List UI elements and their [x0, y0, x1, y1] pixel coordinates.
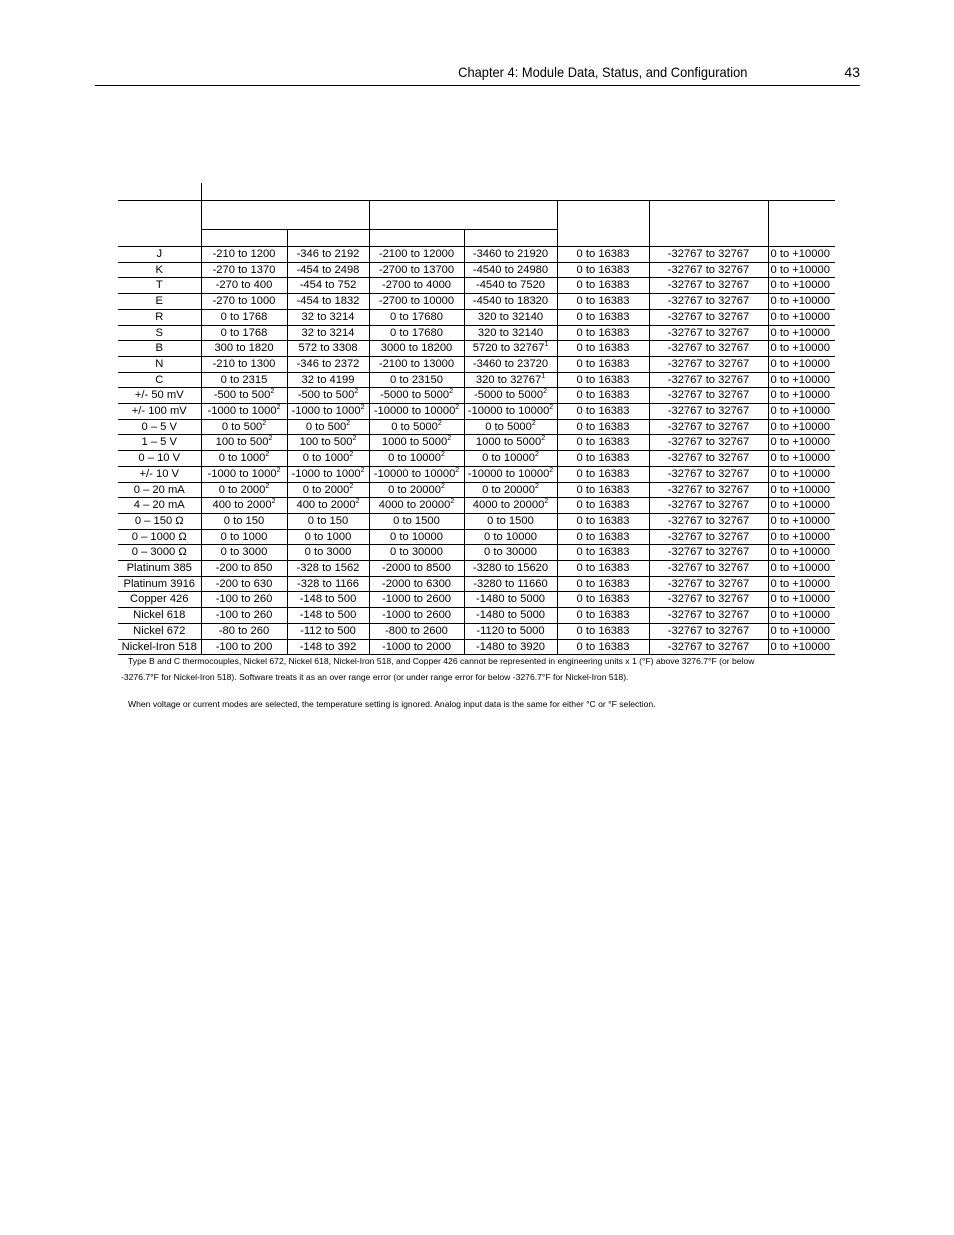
footnote-marker: 2	[265, 482, 270, 490]
footnote-marker: 2	[268, 435, 273, 443]
range-cell: 300 to 1820	[201, 341, 287, 357]
range-cell: 0 to 1768	[201, 325, 287, 341]
range-cell: -346 to 2192	[287, 247, 369, 263]
range-cell: -32767 to 32767	[649, 576, 768, 592]
range-cell: 0 to 16383	[557, 498, 649, 514]
range-cell: -200 to 850	[201, 561, 287, 577]
table-row	[118, 623, 835, 639]
footnote-marker: 1	[541, 372, 546, 380]
range-cell: 0 to 16383	[557, 435, 649, 451]
range-cell: 4000 to 20000$^2$	[369, 498, 464, 514]
range-cell: 0 to 10000$^2$	[369, 451, 464, 467]
range-cell: -454 to 2498	[287, 262, 369, 278]
range-cell: 0 to 16383	[557, 639, 649, 655]
range-cell: -5000 to 5000$^2$	[464, 388, 557, 404]
input-type-cell: 0 – 10 V	[118, 451, 201, 467]
range-cell: -500 to $500^2$	[201, 388, 287, 404]
header-divider	[464, 229, 465, 246]
range-cell: 0 to +10000	[768, 451, 835, 467]
footnote-marker: 2	[440, 451, 445, 459]
header-divider	[557, 200, 558, 246]
footnote-marker: 2	[437, 419, 442, 427]
table-row	[118, 513, 835, 529]
table-row	[118, 466, 835, 482]
range-cell: 0 to 1000$^2$	[201, 451, 287, 467]
input-type-cell: N	[118, 356, 201, 372]
range-cell: -32767 to 32767	[649, 592, 768, 608]
range-cell: -2100 to 13000	[369, 356, 464, 372]
footnote-marker: 2	[360, 404, 365, 412]
range-cell: -32767 to 32767	[649, 639, 768, 655]
input-type-cell: 0 – 5 V	[118, 419, 201, 435]
range-cell: -1480 to 5000	[464, 608, 557, 624]
range-cell: 0 to +10000	[768, 388, 835, 404]
range-cell: 320 to 32140	[464, 309, 557, 325]
footnote-marker: 2	[355, 498, 360, 506]
range-cell: 0 to $500^2$	[287, 419, 369, 435]
range-cell: -32767 to 32767	[649, 435, 768, 451]
range-cell: -10000 to 10000$^2$	[369, 404, 464, 420]
input-type-cell: J	[118, 247, 201, 263]
input-type-cell: +/- 100 mV	[118, 404, 201, 420]
range-cell: -1000 to 1000$^2$	[287, 466, 369, 482]
page-header	[95, 63, 860, 86]
range-cell: 0 to 10000$^2$	[464, 451, 557, 467]
input-type-cell: Nickel 618	[118, 608, 201, 624]
range-cell: -1000 to 1000$^2$	[201, 404, 287, 420]
range-cell: -10000 to 10000$^2$	[464, 466, 557, 482]
range-cell: 0 to 17680	[369, 325, 464, 341]
header-divider	[768, 200, 769, 246]
input-type-cell: B	[118, 341, 201, 357]
range-cell: 0 to +10000	[768, 498, 835, 514]
range-cell: 32 to 3214	[287, 325, 369, 341]
range-cell: 0 to +10000	[768, 435, 835, 451]
range-cell: 0 to 2000$^2$	[287, 482, 369, 498]
range-cell: 0 to 5000$^2$	[464, 419, 557, 435]
range-cell: 0 to 16383	[557, 561, 649, 577]
range-cell: 0 to +10000	[768, 294, 835, 310]
range-cell: -2000 to 8500	[369, 561, 464, 577]
input-type-cell: 0 – 150 Ω	[118, 513, 201, 529]
table-row	[118, 639, 835, 655]
footnote-marker: 2	[346, 419, 351, 427]
input-type-cell: T	[118, 278, 201, 294]
range-cell: 0 to 16383	[557, 309, 649, 325]
range-cell: -32767 to 32767	[649, 623, 768, 639]
input-type-cell: 0 – 20 mA	[118, 482, 201, 498]
range-cell: 0 to +10000	[768, 404, 835, 420]
range-cell: 0 to 1500	[369, 513, 464, 529]
range-cell: 0 to 10000	[369, 529, 464, 545]
range-cell: -3460 to 21920	[464, 247, 557, 263]
range-cell: -454 to 1832	[287, 294, 369, 310]
footnote-marker: 2	[349, 451, 354, 459]
range-cell: 0 to +10000	[768, 529, 835, 545]
footnote-marker: 2	[265, 451, 270, 459]
footnote-marker: 2	[543, 388, 547, 396]
range-cell: 572 to 3308	[287, 341, 369, 357]
footnote-marker: 2	[455, 404, 460, 412]
range-cell: -32767 to 32767	[649, 262, 768, 278]
range-cell: 100 to $500^2$	[201, 435, 287, 451]
range-cell: 0 to 2315	[201, 372, 287, 388]
footnote-marker: 2	[534, 451, 539, 459]
header-rule	[118, 200, 835, 201]
input-range-table	[118, 183, 835, 655]
range-cell: -32767 to 32767	[649, 561, 768, 577]
footnote-marker: 2	[440, 482, 445, 490]
range-cell: -32767 to 32767	[649, 388, 768, 404]
range-cell: 0 to 150	[201, 513, 287, 529]
range-cell: 0 to 16383	[557, 592, 649, 608]
range-cell: 0 to 16383	[557, 356, 649, 372]
range-cell: -328 to 1562	[287, 561, 369, 577]
range-cell: -32767 to 32767	[649, 372, 768, 388]
input-type-cell: Copper 426	[118, 592, 201, 608]
header-divider	[201, 183, 202, 246]
footnote-marker: 2	[534, 482, 539, 490]
range-cell: 0 to 17680	[369, 309, 464, 325]
range-cell: -32767 to 32767	[649, 482, 768, 498]
range-cell: -32767 to 32767	[649, 545, 768, 561]
range-cell: -210 to 1300	[201, 356, 287, 372]
input-type-cell: 0 – 1000 Ω	[118, 529, 201, 545]
range-cell: -32767 to 32767	[649, 309, 768, 325]
range-cell: 0 to 1000	[201, 529, 287, 545]
range-cell: 32 to 4199	[287, 372, 369, 388]
footnote-marker: 2	[455, 466, 460, 474]
table-body	[118, 247, 835, 655]
range-cell: 0 to 16383	[557, 482, 649, 498]
range-cell: 0 to 1000$^2$	[287, 451, 369, 467]
table-row	[118, 341, 835, 357]
range-cell: 0 to 16383	[557, 529, 649, 545]
table-row	[118, 325, 835, 341]
range-cell: -112 to 500	[287, 623, 369, 639]
range-cell: 32 to 3214	[287, 309, 369, 325]
range-cell: 0 to +10000	[768, 356, 835, 372]
range-cell: 0 to +10000	[768, 561, 835, 577]
header-divider	[369, 200, 370, 246]
range-cell: -2700 to 4000	[369, 278, 464, 294]
range-cell: 0 to 16383	[557, 451, 649, 467]
table-row	[118, 435, 835, 451]
range-cell: 0 to 1500	[464, 513, 557, 529]
table-row	[118, 309, 835, 325]
range-cell: -148 to 500	[287, 592, 369, 608]
range-cell: 0 to 16383	[557, 278, 649, 294]
table-row	[118, 451, 835, 467]
range-cell: 0 to 16383	[557, 372, 649, 388]
range-cell: 1000 to 5000$^2$	[369, 435, 464, 451]
footnote-marker: 2	[360, 466, 365, 474]
range-cell: 0 to 20000$^2$	[369, 482, 464, 498]
range-cell: 4000 to 20000$^2$	[464, 498, 557, 514]
table-row	[118, 388, 835, 404]
page-number: 43	[844, 64, 860, 80]
range-cell: 0 to +10000	[768, 639, 835, 655]
range-cell: 0 to $500^2$	[201, 419, 287, 435]
range-cell: -1000 to 2000	[369, 639, 464, 655]
range-cell: 0 to 16383	[557, 466, 649, 482]
range-cell: -148 to 500	[287, 608, 369, 624]
table-row	[118, 529, 835, 545]
table-row	[118, 247, 835, 263]
range-cell: -2000 to 6300	[369, 576, 464, 592]
range-cell: 0 to 16383	[557, 404, 649, 420]
range-cell: -1000 to 1000$^2$	[287, 404, 369, 420]
footnote-marker: 2	[276, 404, 281, 412]
footnote-marker: 2	[354, 388, 359, 396]
range-cell: 1000 to 5000$^2$	[464, 435, 557, 451]
header-divider	[649, 200, 650, 246]
input-type-cell: Platinum 385	[118, 561, 201, 577]
range-cell: -800 to 2600	[369, 623, 464, 639]
range-cell: 0 to +10000	[768, 482, 835, 498]
range-cell: 0 to +10000	[768, 419, 835, 435]
footnote-marker: 2	[276, 466, 281, 474]
range-cell: -5000 to 5000$^2$	[369, 388, 464, 404]
range-cell: -32767 to 32767	[649, 404, 768, 420]
range-cell: 100 to $500^2$	[287, 435, 369, 451]
footnote-marker: 2	[349, 482, 354, 490]
range-cell: 0 to +10000	[768, 341, 835, 357]
range-cell: 0 to 1000	[287, 529, 369, 545]
footnote-marker: 2	[447, 435, 452, 443]
range-cell: 0 to +10000	[768, 608, 835, 624]
range-cell: -1480 to 5000	[464, 592, 557, 608]
range-cell: 0 to 16383	[557, 388, 649, 404]
table-row	[118, 592, 835, 608]
input-type-cell: +/- 10 V	[118, 466, 201, 482]
range-cell: -4540 to 7520	[464, 278, 557, 294]
range-cell: 0 to +10000	[768, 372, 835, 388]
footnote-marker: 2	[544, 498, 549, 506]
range-cell: 0 to 16383	[557, 513, 649, 529]
input-type-cell: 1 – 5 V	[118, 435, 201, 451]
range-cell: 0 to 16383	[557, 545, 649, 561]
table-row	[118, 294, 835, 310]
table-row	[118, 404, 835, 420]
footnote-marker: 2	[549, 466, 554, 474]
range-cell: -32767 to 32767	[649, 498, 768, 514]
footnote-marker: 2	[271, 498, 276, 506]
range-cell: -32767 to 32767	[649, 294, 768, 310]
range-cell: 0 to 5000$^2$	[369, 419, 464, 435]
range-cell: 3000 to 18200	[369, 341, 464, 357]
table-row	[118, 278, 835, 294]
range-cell: 320 to 32767$^1$	[464, 372, 557, 388]
range-cell: -32767 to 32767	[649, 247, 768, 263]
range-cell: 0 to 16383	[557, 576, 649, 592]
range-cell: -2100 to 12000	[369, 247, 464, 263]
range-cell: -1120 to 5000	[464, 623, 557, 639]
table-row	[118, 545, 835, 561]
range-cell: 0 to 16383	[557, 294, 649, 310]
footnote-marker: 2	[450, 498, 455, 506]
footnote-marker: 2	[449, 388, 453, 396]
range-cell: -3280 to 15620	[464, 561, 557, 577]
range-cell: 0 to +10000	[768, 325, 835, 341]
input-type-cell: Platinum 3916	[118, 576, 201, 592]
input-type-cell: R	[118, 309, 201, 325]
range-cell: -3280 to 11660	[464, 576, 557, 592]
footnote-2: When voltage or current modes are selected, the temperature setting is ignored. Analog input data is the same for either °C or °F selection.	[128, 699, 656, 709]
range-cell: 0 to +10000	[768, 545, 835, 561]
range-cell: -32767 to 32767	[649, 278, 768, 294]
footnote-marker: 2	[531, 419, 536, 427]
input-type-cell: C	[118, 372, 201, 388]
table-row	[118, 482, 835, 498]
range-cell: 0 to 3000	[287, 545, 369, 561]
table-header-area	[118, 183, 835, 246]
range-cell: 0 to +10000	[768, 262, 835, 278]
footnote-marker: 2	[262, 419, 267, 427]
range-cell: -32767 to 32767	[649, 356, 768, 372]
range-cell: -1000 to 2600	[369, 592, 464, 608]
range-cell: 400 to 2000$^2$	[201, 498, 287, 514]
range-cell: -1480 to 3920	[464, 639, 557, 655]
range-cell: 0 to 10000	[464, 529, 557, 545]
table-row	[118, 419, 835, 435]
header-divider	[287, 229, 288, 246]
range-cell: 0 to +10000	[768, 513, 835, 529]
range-cell: -32767 to 32767	[649, 466, 768, 482]
table-row	[118, 498, 835, 514]
table-row	[118, 608, 835, 624]
range-cell: 0 to 23150	[369, 372, 464, 388]
footnote-marker: 2	[270, 388, 275, 396]
range-cell: -32767 to 32767	[649, 608, 768, 624]
input-type-cell: Nickel 672	[118, 623, 201, 639]
footnote-marker: 1	[544, 341, 549, 349]
range-cell: -100 to 260	[201, 608, 287, 624]
range-cell: -10000 to 10000$^2$	[464, 404, 557, 420]
range-cell: -10000 to 10000$^2$	[369, 466, 464, 482]
range-cell: 400 to 2000$^2$	[287, 498, 369, 514]
range-cell: -1000 to 2600	[369, 608, 464, 624]
table-row	[118, 576, 835, 592]
chapter-title: Chapter 4: Module Data, Status, and Configuration	[457, 64, 747, 80]
range-cell: 0 to +10000	[768, 466, 835, 482]
range-cell: 0 to 16383	[557, 325, 649, 341]
range-cell: 0 to +10000	[768, 309, 835, 325]
range-cell: -32767 to 32767	[649, 419, 768, 435]
range-cell: -2700 to 13700	[369, 262, 464, 278]
input-type-cell: E	[118, 294, 201, 310]
range-cell: -32767 to 32767	[649, 451, 768, 467]
range-cell: 0 to +10000	[768, 576, 835, 592]
range-cell: 0 to 16383	[557, 341, 649, 357]
range-cell: 0 to 150	[287, 513, 369, 529]
input-type-cell: 4 – 20 mA	[118, 498, 201, 514]
range-cell: 0 to 20000$^2$	[464, 482, 557, 498]
input-type-cell: +/- 50 mV	[118, 388, 201, 404]
range-cell: 0 to 16383	[557, 262, 649, 278]
table-row	[118, 561, 835, 577]
table-row	[118, 356, 835, 372]
range-cell: 0 to +10000	[768, 623, 835, 639]
range-cell: 0 to 3000	[201, 545, 287, 561]
range-cell: -270 to 1000	[201, 294, 287, 310]
range-cell: -500 to $500^2$	[287, 388, 369, 404]
range-cell: -4540 to 24980	[464, 262, 557, 278]
input-type-cell: Nickel-Iron 518	[118, 639, 201, 655]
range-cell: -270 to 400	[201, 278, 287, 294]
range-cell: -454 to 752	[287, 278, 369, 294]
input-type-cell: S	[118, 325, 201, 341]
range-cell: -32767 to 32767	[649, 341, 768, 357]
range-cell: -80 to 260	[201, 623, 287, 639]
footnote-marker: 2	[549, 404, 554, 412]
input-type-cell: 0 – 3000 Ω	[118, 545, 201, 561]
table-row	[118, 262, 835, 278]
data-table	[118, 246, 835, 655]
range-cell: 0 to 30000	[369, 545, 464, 561]
footnote-marker: 2	[541, 435, 546, 443]
range-cell: -210 to 1200	[201, 247, 287, 263]
range-cell: 0 to 16383	[557, 608, 649, 624]
range-cell: -270 to 1370	[201, 262, 287, 278]
range-cell: -200 to 630	[201, 576, 287, 592]
range-cell: -1000 to 1000$^2$	[201, 466, 287, 482]
header-subrule	[201, 229, 557, 230]
range-cell: 0 to 30000	[464, 545, 557, 561]
footnote-marker: 2	[352, 435, 357, 443]
range-cell: -4540 to 18320	[464, 294, 557, 310]
input-type-cell: K	[118, 262, 201, 278]
range-cell: -32767 to 32767	[649, 325, 768, 341]
range-cell: 0 to 2000$^2$	[201, 482, 287, 498]
footnote-1: Type B and C thermocouples, Nickel 672, Nickel 618, Nickel-Iron 518, and Copper 426 cannot be represented in engineering units x 1 (°F) above 3276.7°F (or below -3276.7°F for Nickel-Iron 518). Software treats it as an over range error (or under range error for below -3276.7°F for Nickel-Iron 518).	[121, 656, 755, 682]
range-cell: 0 to +10000	[768, 592, 835, 608]
range-cell: -3460 to 23720	[464, 356, 557, 372]
range-cell: 0 to +10000	[768, 247, 835, 263]
range-cell: -346 to 2372	[287, 356, 369, 372]
range-cell: 0 to 1768	[201, 309, 287, 325]
range-cell: -32767 to 32767	[649, 529, 768, 545]
range-cell: -100 to 260	[201, 592, 287, 608]
range-cell: -32767 to 32767	[649, 513, 768, 529]
range-cell: -100 to 200	[201, 639, 287, 655]
range-cell: -148 to 392	[287, 639, 369, 655]
range-cell: 0 to 16383	[557, 247, 649, 263]
range-cell: 0 to +10000	[768, 278, 835, 294]
range-cell: 320 to 32140	[464, 325, 557, 341]
range-cell: -2700 to 10000	[369, 294, 464, 310]
range-cell: 0 to 16383	[557, 419, 649, 435]
range-cell: -328 to 1166	[287, 576, 369, 592]
range-cell: 5720 to 32767$^1$	[464, 341, 557, 357]
table-row	[118, 372, 835, 388]
range-cell: 0 to 16383	[557, 623, 649, 639]
